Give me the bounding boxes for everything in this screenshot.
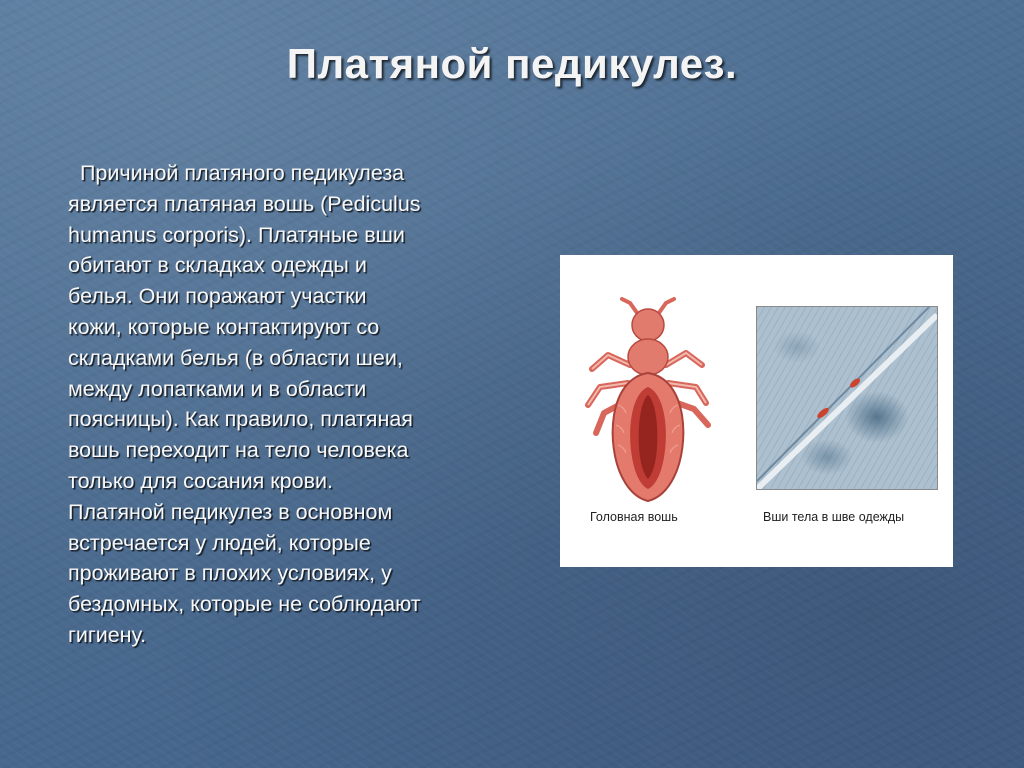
body-line: между лопатками и в области bbox=[68, 376, 367, 401]
body-line: вошь переходит на тело человека bbox=[68, 438, 409, 463]
caption-body-lice-seam: Вши тела в шве одежды bbox=[763, 510, 905, 524]
caption-head-louse: Головная вошь bbox=[590, 510, 678, 524]
body-line: гигиену. bbox=[68, 622, 147, 647]
body-line: встречается у людей, которые bbox=[68, 530, 371, 555]
body-line: белья. Они поражают участки bbox=[68, 284, 367, 309]
body-line: кожи, которые контактируют со bbox=[68, 314, 380, 339]
lice-figure bbox=[560, 255, 953, 567]
body-line: является платяная вошь (Pediculus bbox=[68, 191, 421, 216]
body-line: складками белья (в области шеи, bbox=[68, 345, 403, 370]
head-louse-illustration bbox=[578, 295, 718, 505]
slide-title: Платяной педикулез. bbox=[286, 40, 738, 87]
clothing-seam-image bbox=[757, 307, 937, 489]
body-line: Причиной платяного педикулеза bbox=[68, 161, 405, 185]
slide-body-text bbox=[68, 158, 508, 651]
body-line: обитают в складках одежды и bbox=[68, 253, 367, 278]
body-line: humanus corporis). Платяные вши bbox=[68, 222, 405, 247]
body-line: бездомных, которые не соблюдают bbox=[68, 592, 421, 617]
body-line: проживают в плохих условиях, у bbox=[68, 561, 392, 586]
body-line: поясницы). Как правило, платяная bbox=[68, 407, 413, 432]
body-line: Платяной педикулез в основном bbox=[68, 499, 393, 524]
clothing-seam-photo bbox=[756, 306, 938, 490]
body-line: только для сосания крови. bbox=[68, 468, 334, 493]
